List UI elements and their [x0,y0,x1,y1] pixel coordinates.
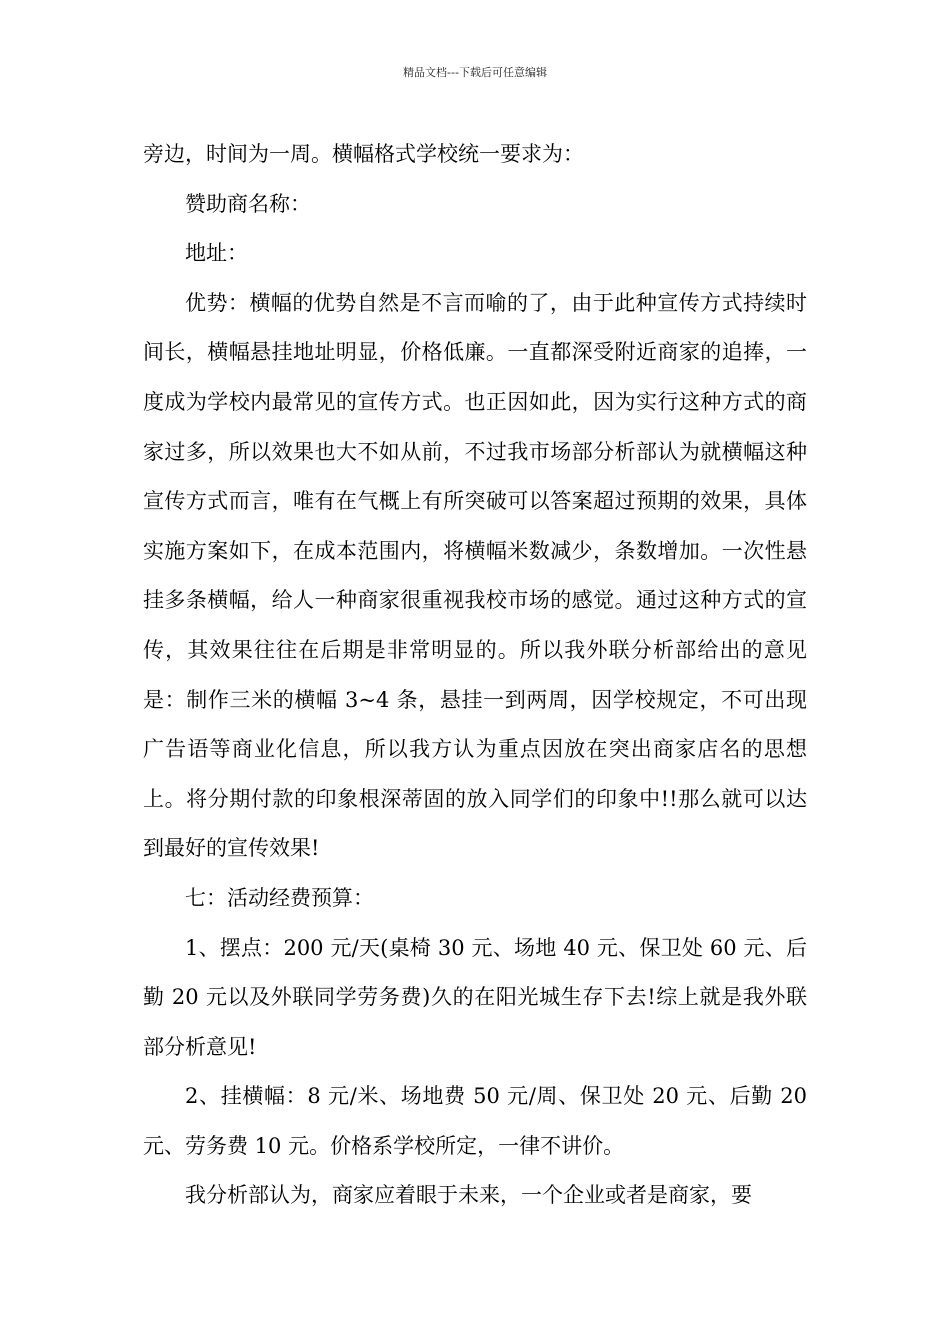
paragraph-1: 旁边，时间为一周。横幅格式学校统一要求为： [143,142,584,166]
document-body [143,130,807,1221]
paragraph-4: 优势：横幅的优势自然是不言而喻的了，由于此种宣传方式持续时间长，横幅悬挂地址明显，价格低廉。一直都深受附近商家的追捧，一度成为学校内最常见的宣传方式。也正因如此，因为实行这种方式的商家过多，所以效果也大不如从前，不过我市场部分析部认为就横幅这种宣传方式而言，唯有在气概上有所突破可以答案超过预期的效果，具体实施方案如下，在成本范围内，将横幅米数减少，条数增加。一次性悬挂多条横幅，给人一种商家很重视我校市场的感觉。通过这种方式的宣传，其效果往往在后期是非常明显的。所以我外联分析部给出的意见是：制作三米的横幅 3~4 条，悬挂一到两周，因学校规定，不可出现广告语等商业化信息，所以我方认为重点因放在突出商家店名的思想上。将分期付款的印象根深蒂固的放入同学们的印象中!!那么就可以达到最好的宣传效果! [143,290,807,861]
paragraph-7: 2、挂横幅：8 元/米、场地费 50 元/周、保卫处 20 元、后勤 20 元、劳务费 10 元。价格系学校所定，一律不讲价。 [143,1084,807,1158]
paragraph-3: 地址： [185,241,248,266]
paragraph-6: 1、摆点：200 元/天(桌椅 30 元、场地 40 元、保卫处 60 元、后勤 20 元以及外联同学劳务费)久的在阳光城生存下去!综上就是我外联部分析意见! [143,935,807,1059]
paragraph-8: 我分析部认为，商家应着眼于未来，一个企业或者是商家，要 [185,1183,752,1208]
page-header: 精品文档---下载后可任意编辑 [403,66,547,79]
paragraph-2: 赞助商名称： [185,191,311,216]
paragraph-5: 七：活动经费预算： [185,885,374,910]
